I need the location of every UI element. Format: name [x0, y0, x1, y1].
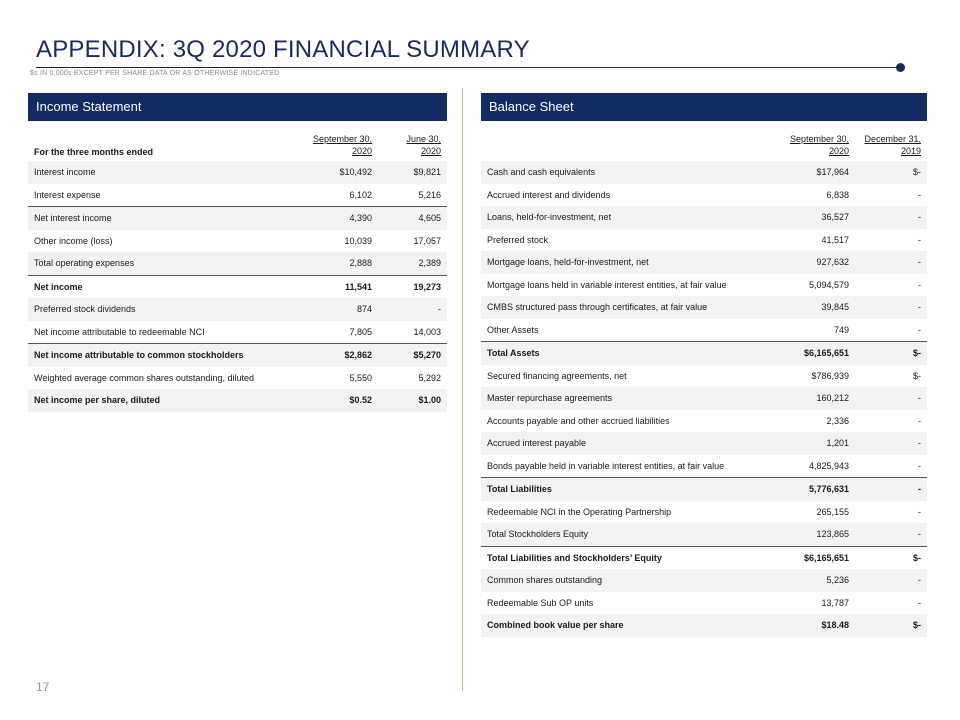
row-value-current: 39,845	[771, 296, 855, 319]
table-row	[481, 251, 927, 274]
panel-divider	[462, 88, 463, 691]
income-statement-table	[28, 121, 447, 412]
row-label: Net income	[28, 275, 304, 298]
row-value-prior: 14,003	[413, 326, 441, 337]
table-row	[481, 546, 927, 569]
column-header-current: September 30, 2020	[789, 134, 849, 156]
table-row	[481, 455, 927, 478]
row-label: Mortgage loans held in variable interest entities, at fair value	[487, 279, 727, 290]
title-rule	[36, 67, 900, 68]
table-row	[481, 184, 927, 207]
table-row	[28, 230, 447, 253]
table-row	[481, 206, 927, 229]
table-row	[481, 387, 927, 410]
row-value-current: $18.48	[771, 614, 855, 637]
table-row	[28, 207, 447, 230]
row-label: Interest income	[28, 161, 304, 184]
balance-sheet-table	[481, 121, 927, 637]
row-label: Redeemable NCI in the Operating Partnership	[487, 506, 672, 517]
table-row	[481, 365, 927, 388]
row-value-current: 1,201	[771, 432, 855, 455]
row-value-current: 123,865	[771, 523, 855, 546]
row-value-current: 927,632	[771, 251, 855, 274]
row-value-current: $6,165,651	[771, 342, 855, 365]
row-label: Total Liabilities and Stockholders’ Equity	[481, 546, 771, 569]
table-row	[28, 389, 447, 412]
row-label: Combined book value per share	[481, 614, 771, 637]
row-value-prior: 2,389	[378, 252, 447, 275]
row-value-prior: $-	[855, 546, 927, 569]
row-label: Mortgage loans, held-for-investment, net	[481, 251, 771, 274]
row-value-prior: 5,292	[418, 372, 441, 383]
period-label: For the three months ended	[34, 147, 154, 157]
row-value-current: 6,102	[349, 189, 372, 200]
row-value-prior: -	[918, 189, 921, 200]
income-statement-rows	[28, 161, 447, 412]
row-value-prior: -	[918, 279, 921, 290]
row-value-prior: -	[855, 523, 927, 546]
row-label: Accrued interest and dividends	[487, 189, 611, 200]
row-value-current: 5,550	[349, 372, 372, 383]
row-value-prior: 17,057	[413, 235, 441, 246]
table-row	[28, 275, 447, 298]
column-header-prior: June 30, 2020	[406, 134, 441, 156]
row-label: Net income per share, diluted	[28, 389, 304, 412]
row-value-prior: -	[918, 324, 921, 335]
title-rule-dot	[896, 63, 905, 72]
table-row	[481, 229, 927, 252]
row-label: Total Liabilities	[481, 478, 771, 501]
table-row	[28, 321, 447, 344]
row-value-current: 13,787	[821, 597, 849, 608]
row-value-current: 2,336	[826, 415, 849, 426]
column-header-current: September 30, 2020	[312, 134, 372, 156]
row-value-prior: $1.00	[378, 389, 447, 412]
row-label: Loans, held-for-investment, net	[481, 206, 771, 229]
row-value-current: 36,527	[771, 206, 855, 229]
row-label: Accounts payable and other accrued liabilities	[487, 415, 670, 426]
row-value-current: $0.52	[304, 389, 378, 412]
table-row	[481, 614, 927, 637]
row-value-prior: -	[918, 597, 921, 608]
row-label: Net income attributable to redeemable NCI	[34, 326, 205, 337]
row-value-prior: $9,821	[378, 161, 447, 184]
table-row	[28, 184, 447, 207]
row-label: Redeemable Sub OP units	[487, 597, 594, 608]
table-row	[481, 410, 927, 433]
row-value-prior: -	[855, 206, 927, 229]
row-value-current: 265,155	[816, 506, 849, 517]
row-value-current: $2,862	[304, 344, 378, 367]
row-label: Common shares outstanding	[481, 569, 771, 592]
table-row	[481, 478, 927, 501]
row-value-current: $786,939	[811, 370, 849, 381]
row-value-prior: -	[918, 415, 921, 426]
table-row	[481, 319, 927, 342]
row-label: Total Stockholders Equity	[481, 523, 771, 546]
row-value-current: 6,838	[826, 189, 849, 200]
row-label: Other Assets	[487, 324, 539, 335]
row-value-current: 10,039	[344, 235, 372, 246]
balance-sheet-rows	[481, 161, 927, 637]
row-value-current: 5,776,631	[771, 478, 855, 501]
table-row	[481, 161, 927, 184]
row-value-prior: -	[855, 251, 927, 274]
row-value-prior: -	[855, 569, 927, 592]
balance-sheet-header: Balance Sheet	[481, 93, 927, 121]
row-value-current: 4,825,943	[808, 460, 849, 471]
row-value-current: 41,517	[821, 234, 849, 245]
page-subtitle: $s IN 0,000s EXCEPT PER SHARE DATA OR AS OTHERWISE INDICATED	[30, 70, 280, 77]
table-row	[28, 298, 447, 321]
row-value-prior: 4,605	[378, 207, 447, 230]
row-value-prior: $5,270	[378, 344, 447, 367]
table-row	[481, 432, 927, 455]
income-statement-panel	[28, 93, 447, 412]
row-value-current: 11,541	[304, 275, 378, 298]
income-statement-column-headers	[28, 121, 447, 161]
row-value-prior: $-	[912, 370, 921, 381]
row-label: Other income (loss)	[34, 235, 113, 246]
row-value-current: 7,805	[349, 326, 372, 337]
row-label: Master repurchase agreements	[481, 387, 771, 410]
row-value-current: $10,492	[304, 161, 378, 184]
row-value-current: 5,094,579	[808, 279, 849, 290]
table-row	[481, 296, 927, 319]
row-value-prior: $-	[855, 342, 927, 365]
row-value-prior: -	[918, 234, 921, 245]
table-row	[481, 569, 927, 592]
row-value-current: $6,165,651	[771, 546, 855, 569]
row-value-current: 2,888	[304, 252, 378, 275]
row-label: Net interest income	[28, 207, 304, 230]
row-value-prior: -	[378, 298, 447, 321]
balance-sheet-panel	[481, 93, 927, 637]
row-value-current: 5,236	[771, 569, 855, 592]
table-row	[481, 274, 927, 297]
row-label: Bonds payable held in variable interest entities, at fair value	[487, 460, 725, 471]
row-label: Secured financing agreements, net	[487, 370, 627, 381]
row-value-prior: -	[855, 296, 927, 319]
row-value-prior: -	[918, 460, 921, 471]
row-value-current: 160,212	[771, 387, 855, 410]
period-label	[481, 121, 771, 161]
table-row	[481, 501, 927, 524]
row-value-prior: -	[918, 506, 921, 517]
row-label: CMBS structured pass through certificates, at fair value	[481, 296, 771, 319]
row-value-current: $17,964	[771, 161, 855, 184]
table-row	[481, 592, 927, 615]
table-row	[28, 161, 447, 184]
table-row	[28, 344, 447, 367]
row-label: Total Assets	[481, 342, 771, 365]
row-value-prior: $-	[855, 161, 927, 184]
balance-sheet-column-headers	[481, 121, 927, 161]
table-row	[481, 342, 927, 365]
row-label: Net income attributable to common stockholders	[28, 344, 304, 367]
row-value-prior: 19,273	[378, 275, 447, 298]
row-label: Interest expense	[34, 189, 101, 200]
row-value-current: 4,390	[304, 207, 378, 230]
page-number: 17	[36, 680, 50, 694]
row-label: Preferred stock	[487, 234, 549, 245]
row-value-prior: $-	[855, 614, 927, 637]
page-title: APPENDIX: 3Q 2020 FINANCIAL SUMMARY	[36, 36, 530, 63]
column-header-prior: December 31, 2019	[864, 134, 921, 156]
row-label: Accrued interest payable	[481, 432, 771, 455]
row-value-prior: -	[855, 478, 927, 501]
row-label: Cash and cash equivalents	[481, 161, 771, 184]
row-value-prior: 5,216	[418, 189, 441, 200]
row-value-current: 874	[304, 298, 378, 321]
row-value-current: 749	[833, 324, 849, 335]
income-statement-header: Income Statement	[28, 93, 447, 121]
table-row	[28, 367, 447, 390]
row-label: Preferred stock dividends	[28, 298, 304, 321]
row-label: Weighted average common shares outstanding, diluted	[34, 372, 254, 383]
row-value-prior: -	[855, 432, 927, 455]
table-row	[28, 252, 447, 275]
row-label: Total operating expenses	[28, 252, 304, 275]
row-value-prior: -	[855, 387, 927, 410]
table-row	[481, 523, 927, 546]
